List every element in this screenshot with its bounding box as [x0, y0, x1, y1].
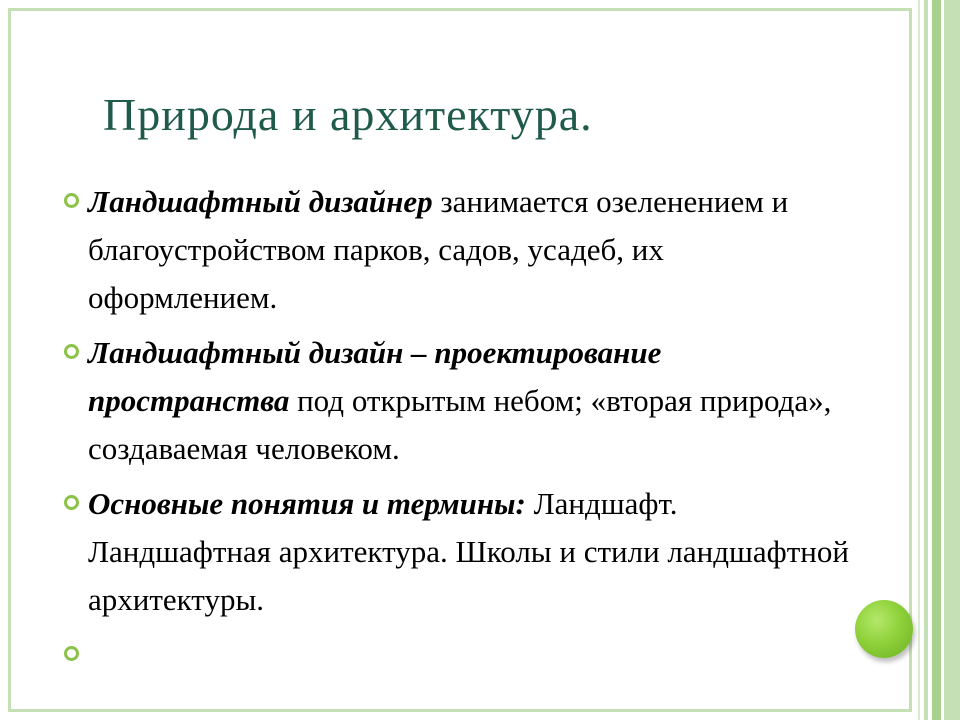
- decor-stripe: [918, 0, 920, 720]
- bullet-list: [64, 178, 854, 686]
- bullet-text: под открытым небом; «вторая природа», создаваемая человеком.: [88, 383, 832, 466]
- bullet-term: Ландшафтный дизайн – проектирование пространства: [88, 335, 662, 418]
- bullet-item: [64, 480, 854, 624]
- decor-stripe: [924, 0, 928, 720]
- decor-stripe: [932, 0, 941, 720]
- bullet-item-empty: [64, 631, 854, 679]
- circle-bullet-icon: [64, 495, 79, 510]
- bullet-term: Основные понятия и термины:: [88, 486, 526, 521]
- bullet-term: Ландшафтный дизайнер: [88, 184, 433, 219]
- slide-title: Природа и архитектура.: [103, 89, 593, 140]
- bullet-item: [64, 329, 854, 473]
- bullet-text: Ландшафт. Ландшафтная архитектура. Школы и стили ландшафтной архитектуры.: [88, 486, 849, 617]
- circle-bullet-icon: [64, 193, 79, 208]
- bullet-text: занимается озеленением и благоустройством парков, садов, усадеб, их оформлением.: [88, 184, 789, 315]
- decor-stripe: [944, 0, 960, 720]
- circle-bullet-icon: [64, 646, 79, 661]
- green-orb-icon: [855, 600, 913, 658]
- bullet-item: [64, 178, 854, 322]
- circle-bullet-icon: [64, 344, 79, 359]
